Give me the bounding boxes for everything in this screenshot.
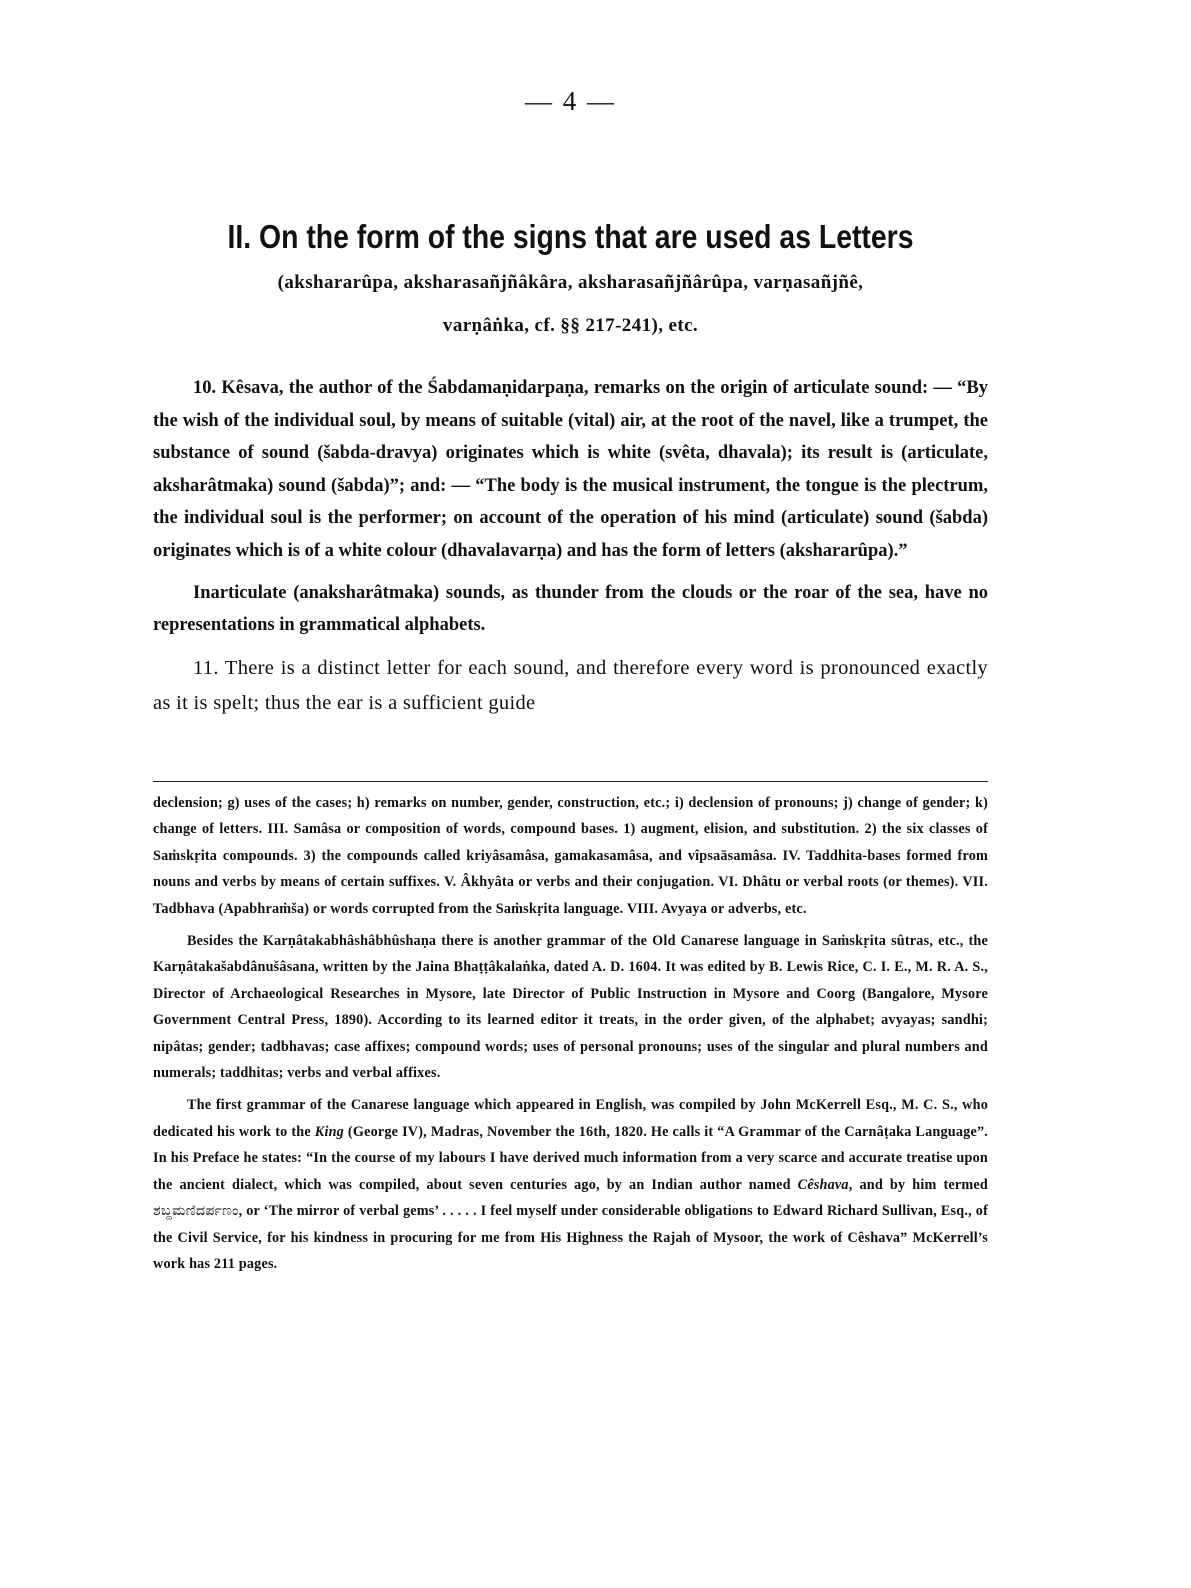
page-number: — 4 — <box>525 86 616 116</box>
footnote-ceshava: Cêshava <box>797 1176 849 1193</box>
paragraph-10: 10. Kêsava, the author of the Śabdamaṇidarpaṇa, remarks on the origin of articulate sound: — “By the wish of the individual soul, by means of suitable (vital) air, at the root of the navel, like a trumpet, the substance of sound (šabda-dravya) originates which is white (svêta, dhavala); its result is (articulate, aksharâtmaka) sound (šabda)”; and: — “The body is the musical instrument, the tongue is the plectrum, the individual soul is the performer; on account of the operation of his mind (articulate) sound (šabda) originates which is of a white colour (dhavalavarṇa) and has the form of letters (akshararûpa).” <box>153 378 988 561</box>
footnote-text-4: , or ‘The mirror of verbal gems’ . . . . . I feel myself under considerable obligations to Edward Richard Sullivan, Esq., of the Civil Service, for his kindness in procuring for me from His Highness the Rajah of Mysoor, the work of Cêshava” McKerrell’s work has 211 pages. <box>153 1203 988 1272</box>
kannada-title: ಶಬ್ದಮಣಿದರ್ಪಣಂ <box>153 1203 239 1220</box>
section-subtitle-line-1: (akshararûpa, aksharasañjñâkâra, aksharasañjñârûpa, varṇasañjñê, <box>277 272 864 293</box>
paragraph-inarticulate: Inarticulate (anaksharâtmaka) sounds, as thunder from the clouds or the roar of the sea, have no representations in grammatical alphabets. <box>153 582 988 636</box>
section-heading: II. On the form of the signs that are used as Letters <box>227 218 914 255</box>
footnote-text-1: The first grammar of the Canarese language which appeared in English, was compiled by John McKerrell Esq., M. C. S., who dedicated his work to the <box>153 1097 988 1140</box>
footnotes <box>153 790 988 1283</box>
footnote-text-2: (George IV), Madras, November the 16th, 1820. He calls it “A Grammar of the Carnâṭaka Language”. In his Preface he states: “In the course of my labours I have derived much information from a very scarce and accurate treatise upon the ancient dialect, which was compiled, about seven centuries ago, by an Indian author named <box>153 1123 988 1193</box>
section-subtitle-line-2: varṇâṅka, cf. §§ 217-241), etc. <box>442 315 699 336</box>
main-text <box>153 372 988 730</box>
footnote-king: King <box>314 1123 344 1140</box>
footnote-divider <box>153 781 988 782</box>
footnote-besides: Besides the Karṇâtakabhâshâbhûshaṇa there is another grammar of the Old Canarese language in Saṁskṛita sûtras, etc., the Karṇâtakašabdânušâsana, written by the Jaina Bhaṭṭâkalaṅka, dated A. D. 1604. It was edited by B. Lewis Rice, C. I. E., M. R. A. S., Director of Archaeological Researches in Mysore, late Director of Public Instruction in Mysore and Coorg (Bangalore, Mysore Government Central Press, 1890). According to its learned editor it treats, in the order given, of the alphabet; avyayas; sandhi; nipâtas; gender; tadbhavas; case affixes; compound words; uses of personal pronouns; uses of the singular and plural numbers and numerals; taddhitas; verbs and verbal affixes. <box>153 933 988 1082</box>
paragraph-11: 11. There is a distinct letter for each sound, and therefore every word is pronounced exactly as it is spelt; thus the ear is a sufficient guide <box>153 656 988 714</box>
footnote-continuation: declension; g) uses of the cases; h) remarks on number, gender, construction, etc.; i) declension of pronouns; j) change of gender; k) change of letters. III. Samâsa or composition of words, compound bases. 1) augment, elision, and substitution. 2) the six classes of Saṁskṛita compounds. 3) the compounds called kriyâsamâsa, gamakasamâsa, and vîpsaāsamâsa. IV. Taddhita-bases formed from nouns and verbs by means of certain suffixes. V. Âkhyâta or verbs and their conjugation. VI. Dhâtu or verbal roots (or themes). VII. Tadbhava (Apabhraṁša) or words corrupted from the Saṁskṛita language. VIII. Avyaya or adverbs, etc. <box>153 795 988 917</box>
footnote-first-grammar <box>153 1092 988 1277</box>
footnote-text-3: , and by him termed <box>848 1176 988 1193</box>
